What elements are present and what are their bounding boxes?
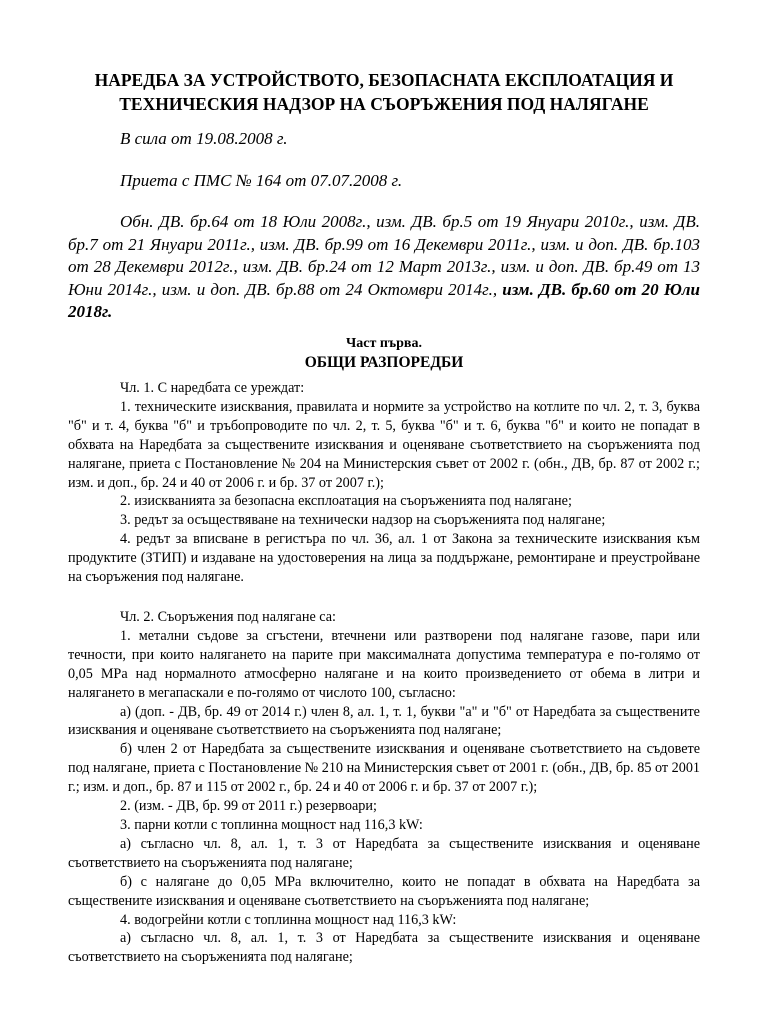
article-1-item: 2. изискванията за безопасна експлоатация на съоръженията под налягане; [120, 493, 572, 510]
article-2-item: а) (доп. - ДВ, бр. 49 от 2014 г.) член 8, ал. 1, т. 1, букви "а" и "б" от Наредбата за съществените изисквания и оценяване съответствието на съоръженията под налягане; [68, 703, 700, 739]
title-line-1: НАРЕДБА ЗА УСТРОЙСТВОТО, БЕЗОПАСНАТА ЕКСПЛОАТАЦИЯ И [94, 70, 674, 90]
article-1-item: 3. редът за осъществяване на технически надзор на съоръженията под налягане; [120, 512, 606, 529]
article-2-item: б) с налягане до 0,05 MPa включително, които не попадат в обхвата на Наредбата за съществените изисквания и оценяване съответствието на съоръженията под налягане; [68, 873, 700, 909]
article-2-item: а) съгласно чл. 8, ал. 1, т. 3 от Наредбата за съществените изисквания и оценяване съответствието на съоръженията под налягане; [68, 930, 700, 966]
article-2-item: а) съгласно чл. 8, ал. 1, т. 3 от Наредбата за съществените изисквания и оценяване съответствието на съоръженията под налягане; [68, 835, 700, 871]
publication-text: Обн. ДВ. бр.64 от 18 Юли 2008г., изм. ДВ. бр.5 от 19 Януари 2010г., изм. ДВ. бр.7 от 21 Януари 2011г., изм. ДВ. бр.99 от 16 Декември 2011г., изм. и доп. ДВ. бр.103 от 28 Декември 2012г., изм. ДВ. бр.24 от 12 Март 2013г., изм. и доп. ДВ. бр.49 от 13 Юни 2014г., изм. и доп. ДВ. бр.88 от 24 Октомври 2014г., [68, 212, 700, 299]
article-1-item: 1. техническите изисквания, правилата и нормите за устройство на котлите по чл. 2, т. 3, буква "б" и т. 4, буква "б" и тръбопроводите по чл. 2, т. 5, буква "б" и т. 6, буква "б" и които не попадат в обхвата на Наредбата за съществените изисквания и оценяване съответствието на съоръженията под налягане, приета с Постановление № 204 на Министерския съвет от 2002 г. (обн., ДВ, бр. 87 от 2002 г.; изм. и доп., бр. 24 и 40 от 2006 г. и бр. 37 от 2007 г.); [68, 398, 700, 491]
article-2-item: 2. (изм. - ДВ, бр. 99 от 2011 г.) резервоари; [120, 798, 377, 815]
in-force-date: В сила от 19.08.2008 г. [120, 129, 288, 148]
document-title [80, 68, 688, 116]
publication-latest: изм. ДВ. бр.60 от 20 Юли 2018г. [68, 279, 700, 321]
article-2-item: б) член 2 от Наредбата за съществените изисквания и оценяване съответствието на съдовете под налягане, приета с Постановление № 210 на Министерския съвет от 2001 г. (обн., ДВ, бр. 85 от 2001 г.; изм. и доп., бр. 87 и 115 от 2002 г., бр. 24 и 40 от 2006 г. и бр. 37 от 2007 г.); [68, 741, 701, 796]
part-heading [68, 334, 700, 372]
article-2-heading: Чл. 2. Съоръжения под налягане са: [120, 609, 336, 625]
article-2-item: 4. водогрейни котли с топлинна мощност над 116,3 kW: [120, 911, 457, 928]
adoption-note: Приета с ПМС № 164 от 07.07.2008 г. [120, 171, 403, 190]
article-1-item: 4. редът за вписване в регистъра по чл. 36, ал. 1 от Закона за техническите изисквания към продуктите (ЗТИП) и издаване на удостоверения на лица за поддържане, ремонтиране и преустройване на съоръжения под налягане. [68, 531, 700, 586]
article-2-item: 1. метални съдове за сгъстени, втечнени или разтворени под налягане газове, пари или течности, при които налягането на парите при максималната допустима температура е по-голямо от 0,05 MPa над нормалното атмосферно налягане и на които произведението от обема в литри и налягането в мегапаскали е по-голямо от числото 100, съгласно: [68, 627, 700, 701]
article-1 [68, 379, 700, 587]
article-1-heading: Чл. 1. С наредбата се уреждат: [120, 380, 305, 396]
article-2-item: 3. парни котли с топлинна мощност над 116,3 kW: [120, 816, 423, 833]
article-2 [68, 608, 700, 967]
title-line-2: ТЕХНИЧЕСКИЯ НАДЗОР НА СЪОРЪЖЕНИЯ ПОД НАЛЯГАНЕ [119, 94, 649, 114]
part-title: ОБЩИ РАЗПОРЕДБИ [304, 354, 464, 371]
publication-history [68, 211, 700, 324]
part-label: Част първа. [346, 336, 422, 351]
